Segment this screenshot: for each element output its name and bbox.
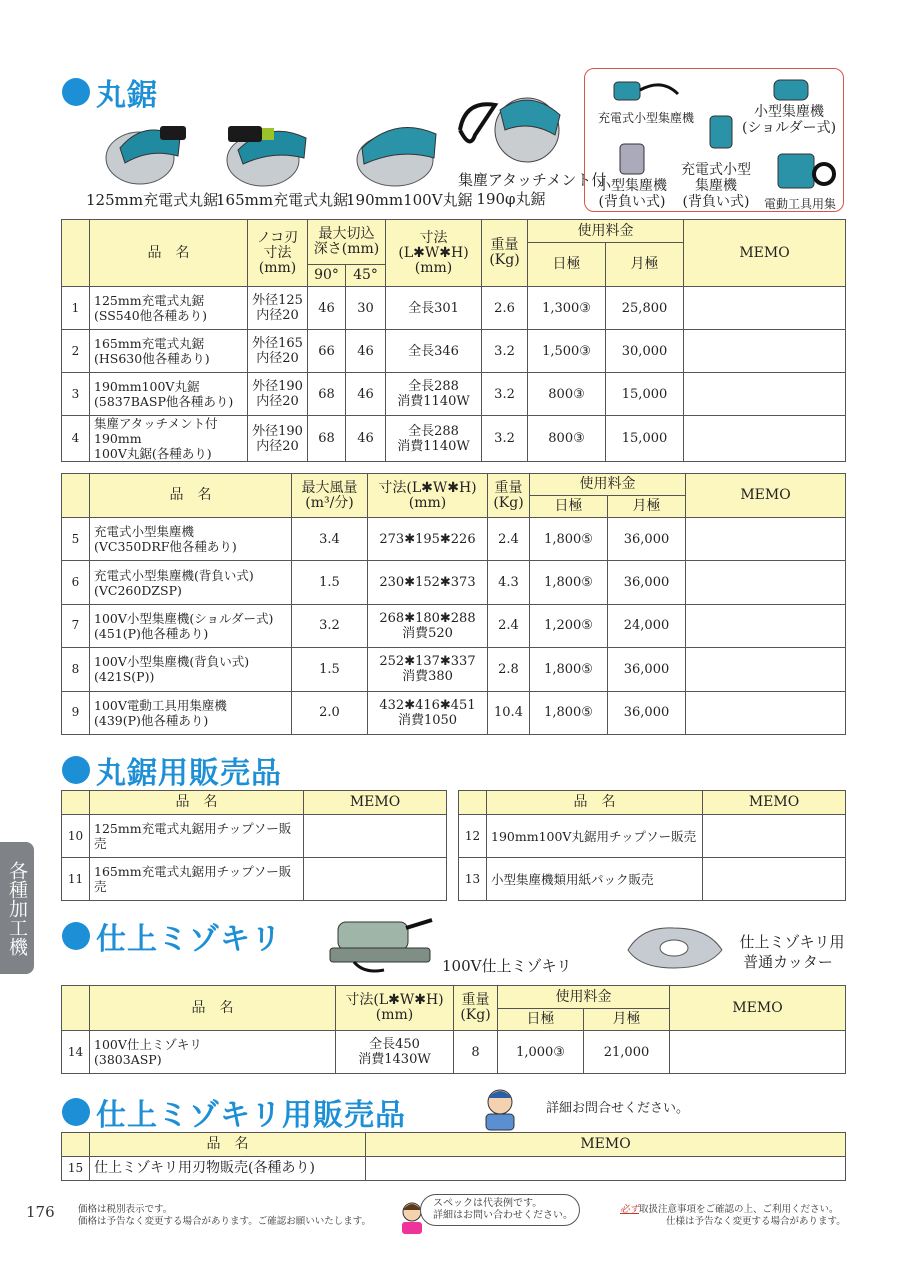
caption-power-tool-dust-collector: 電動工具用集 <box>764 197 837 211</box>
header-name: 品 名 <box>90 791 304 815</box>
table-row <box>62 416 846 462</box>
header-memo: MEMO <box>366 1133 846 1157</box>
header-airflow: 最大風量 (m³/分) <box>292 474 368 518</box>
dust-attachment-saw-image <box>455 90 565 170</box>
table-row <box>62 287 846 330</box>
row-depth-90: 68 <box>308 373 346 416</box>
row-no: 8 <box>62 648 90 691</box>
row-name: 充電式小型集塵機(背負い式) (VC260DZSP) <box>90 561 292 604</box>
row-day-fee: 1,500③ <box>528 330 606 373</box>
section-heading-grooving <box>62 914 282 958</box>
row-name: 100V仕上ミゾキリ (3803ASP) <box>90 1031 336 1074</box>
header-memo: MEMO <box>703 791 846 815</box>
row-blade: 外径190 内径20 <box>248 416 308 462</box>
row-dims: 全長346 <box>386 330 482 373</box>
saw-sales-table-right <box>458 790 846 901</box>
header-no <box>62 1133 90 1157</box>
row-name: 125mm充電式丸鋸用チップソー販売 <box>90 815 304 858</box>
row-no: 15 <box>62 1157 90 1181</box>
row-weight: 3.2 <box>482 416 528 462</box>
row-day-fee: 800③ <box>528 416 606 462</box>
row-weight: 3.2 <box>482 330 528 373</box>
row-depth-45: 46 <box>346 416 386 462</box>
header-no <box>459 791 487 815</box>
row-memo <box>703 858 846 901</box>
row-depth-90: 46 <box>308 287 346 330</box>
header-fee: 使用料金 <box>528 220 684 243</box>
header-memo: MEMO <box>684 220 846 287</box>
row-blade: 外径190 内径20 <box>248 373 308 416</box>
row-airflow: 3.2 <box>292 604 368 647</box>
table-row <box>62 858 447 901</box>
table-row <box>62 815 447 858</box>
section-heading-saw-sales <box>62 748 282 792</box>
row-weight: 8 <box>454 1031 498 1074</box>
header-month: 月極 <box>606 243 684 287</box>
row-no: 14 <box>62 1031 90 1074</box>
row-memo <box>686 561 846 604</box>
row-dims: 432✱416✱451 消費1050 <box>368 691 488 734</box>
header-no <box>62 791 90 815</box>
backpack-dust-collector-image <box>612 142 652 178</box>
caption-grooving-cutter-1: 仕上ミゾキリ用 <box>739 933 845 951</box>
row-day-fee: 1,200⑤ <box>530 604 608 647</box>
row-dims: 273✱195✱226 <box>368 518 488 561</box>
section-title: 仕上ミゾキリ用販売品 <box>96 1098 406 1133</box>
row-day-fee: 1,800⑤ <box>530 518 608 561</box>
table-row <box>62 648 846 691</box>
header-day: 日極 <box>528 243 606 287</box>
footer-right-emphasis: 必ず <box>620 1204 640 1215</box>
page-number: 176 <box>26 1203 55 1221</box>
header-weight: 重量 (Kg) <box>454 986 498 1031</box>
footer-right-line1 <box>620 1204 839 1216</box>
caption-cordless-saw-165: 165mm充電式丸鋸 <box>216 191 349 209</box>
row-memo <box>304 815 447 858</box>
row-dims: 全長301 <box>386 287 482 330</box>
cordless-saw-125-image <box>100 108 192 190</box>
table-row <box>459 815 846 858</box>
bullet-dot <box>62 1098 90 1126</box>
row-name: 集塵アタッチメント付190mm 100V丸鋸(各種あり) <box>90 416 248 462</box>
caption-grooving-cutter-2: 普通カッター <box>743 953 833 971</box>
header-month: 月極 <box>584 1009 670 1031</box>
caption-cordless-saw-125: 125mm充電式丸鋸 <box>86 191 219 209</box>
caption-backpack-dust-collector-2: (背負い式) <box>598 194 666 210</box>
row-memo <box>686 604 846 647</box>
header-no <box>62 474 90 518</box>
table-row <box>62 1157 846 1181</box>
caption-shoulder-dust-collector-1: 小型集塵機 <box>754 104 824 120</box>
row-weight: 2.4 <box>488 518 530 561</box>
table-row <box>62 561 846 604</box>
row-memo <box>686 691 846 734</box>
cordless-backpack-dust-collector-image <box>700 112 740 152</box>
section-title: 丸鋸 <box>96 78 158 113</box>
table-row <box>62 604 846 647</box>
header-name: 品 名 <box>90 986 336 1031</box>
header-blade: ノコ刃 寸法(mm) <box>248 220 308 287</box>
row-memo <box>670 1031 846 1074</box>
row-weight: 10.4 <box>488 691 530 734</box>
row-month-fee: 21,000 <box>584 1031 670 1074</box>
caption-cordless-dust-collector: 充電式小型集塵機 <box>598 111 695 125</box>
saw-rental-table <box>61 219 846 462</box>
speech-bubble <box>420 1194 580 1226</box>
row-no: 11 <box>62 858 90 901</box>
row-name: 100V小型集塵機(背負い式) (421S(P)) <box>90 648 292 691</box>
header-no <box>62 220 90 287</box>
header-memo: MEMO <box>670 986 846 1031</box>
row-no: 12 <box>459 815 487 858</box>
header-month: 月極 <box>608 496 686 518</box>
row-memo <box>686 518 846 561</box>
saw-190-image <box>350 108 440 190</box>
row-day-fee: 1,300③ <box>528 287 606 330</box>
row-depth-90: 66 <box>308 330 346 373</box>
header-weight: 重量 (Kg) <box>488 474 530 518</box>
row-month-fee: 36,000 <box>608 691 686 734</box>
row-name: 190mm100V丸鋸用チップソー販売 <box>487 815 703 858</box>
row-depth-45: 46 <box>346 373 386 416</box>
caption-cordless-backpack-1: 充電式小型 <box>681 162 751 178</box>
row-memo <box>684 416 846 462</box>
row-day-fee: 1,800⑤ <box>530 561 608 604</box>
grooving-machine-image <box>324 910 438 976</box>
footer-right-line2: 仕様は予告なく変更する場合があります。 <box>666 1216 846 1227</box>
section-title: 丸鋸用販売品 <box>96 756 282 791</box>
row-name: 165mm充電式丸鋸用チップソー販売 <box>90 858 304 901</box>
row-no: 5 <box>62 518 90 561</box>
row-memo <box>684 330 846 373</box>
row-name: 100V小型集塵機(ショルダー式) (451(P)他各種あり) <box>90 604 292 647</box>
row-blade: 外径165 内径20 <box>248 330 308 373</box>
row-depth-90: 68 <box>308 416 346 462</box>
row-name: 125mm充電式丸鋸 (SS540他各種あり) <box>90 287 248 330</box>
row-dims: 全長288 消費1140W <box>386 416 482 462</box>
row-month-fee: 36,000 <box>608 561 686 604</box>
row-dims: 全長450 消費1430W <box>336 1031 454 1074</box>
header-weight: 重量 (Kg) <box>482 220 528 287</box>
header-memo: MEMO <box>686 474 846 518</box>
table-row <box>62 330 846 373</box>
header-no <box>62 986 90 1031</box>
header-name: 品 名 <box>487 791 703 815</box>
table-row <box>62 691 846 734</box>
bullet-dot <box>62 756 90 784</box>
header-name: 品 名 <box>90 220 248 287</box>
caption-dust-attachment-line1: 集塵アタッチメント付 <box>458 171 607 189</box>
row-dims: 268✱180✱288 消費520 <box>368 604 488 647</box>
caption-shoulder-dust-collector-2: (ショルダー式) <box>742 120 837 136</box>
row-weight: 2.6 <box>482 287 528 330</box>
bubble-line2: 詳細はお問い合わせください。 <box>433 1210 573 1221</box>
caption-cordless-backpack-2: 集塵機 <box>695 178 737 194</box>
row-memo <box>686 648 846 691</box>
row-day-fee: 1,800⑤ <box>530 648 608 691</box>
header-day: 日極 <box>498 1009 584 1031</box>
section-title: 仕上ミゾキリ <box>96 922 282 957</box>
grooving-rental-table <box>61 985 846 1074</box>
table-row <box>459 858 846 901</box>
row-no: 3 <box>62 373 90 416</box>
row-dims: 252✱137✱337 消費380 <box>368 648 488 691</box>
row-dims: 230✱152✱373 <box>368 561 488 604</box>
row-depth-45: 46 <box>346 330 386 373</box>
section-heading-grooving-sales <box>62 1090 406 1134</box>
grooving-cutter-image <box>622 920 726 974</box>
row-month-fee: 15,000 <box>606 373 684 416</box>
cordless-dust-collector-image <box>612 74 682 110</box>
row-weight: 4.3 <box>488 561 530 604</box>
caption-backpack-dust-collector-1: 小型集塵機 <box>597 178 667 194</box>
caption-dust-attachment-line2: 190φ丸鋸 <box>476 190 546 208</box>
row-name: 165mm充電式丸鋸 (HS630他各種あり) <box>90 330 248 373</box>
header-90deg: 90° <box>308 265 346 287</box>
row-blade: 外径125 内径20 <box>248 287 308 330</box>
row-day-fee: 1,800⑤ <box>530 691 608 734</box>
row-memo <box>703 815 846 858</box>
row-airflow: 1.5 <box>292 648 368 691</box>
row-weight: 2.8 <box>488 648 530 691</box>
footer-right-text1: 取扱注意事項をご確認の上、ご利用ください。 <box>639 1204 839 1215</box>
header-dims: 寸法(L✱W✱H) (mm) <box>386 220 482 287</box>
power-tool-dust-collector-image <box>774 150 836 192</box>
row-no: 1 <box>62 287 90 330</box>
row-day-fee: 800③ <box>528 373 606 416</box>
row-month-fee: 24,000 <box>608 604 686 647</box>
caption-grooving-machine: 100V仕上ミゾキリ <box>442 957 572 975</box>
row-month-fee: 25,800 <box>606 287 684 330</box>
row-name: 100V電動工具用集塵機 (439(P)他各種あり) <box>90 691 292 734</box>
row-memo <box>366 1157 846 1181</box>
header-depth: 最大切込 深さ(mm) <box>308 220 386 265</box>
row-memo <box>684 287 846 330</box>
row-no: 4 <box>62 416 90 462</box>
row-airflow: 3.4 <box>292 518 368 561</box>
row-month-fee: 30,000 <box>606 330 684 373</box>
header-fee: 使用料金 <box>498 986 670 1009</box>
row-name: 仕上ミゾキリ用刃物販売(各種あり) <box>90 1157 366 1181</box>
bullet-dot <box>62 922 90 950</box>
staff-mascot-icon <box>478 1086 522 1132</box>
table-row <box>62 373 846 416</box>
header-fee: 使用料金 <box>530 474 686 496</box>
row-no: 10 <box>62 815 90 858</box>
bubble-line1: スペックは代表例です。 <box>433 1198 543 1209</box>
row-weight: 2.4 <box>488 604 530 647</box>
header-name: 品 名 <box>90 474 292 518</box>
row-no: 2 <box>62 330 90 373</box>
row-no: 7 <box>62 604 90 647</box>
header-memo: MEMO <box>304 791 447 815</box>
header-day: 日極 <box>530 496 608 518</box>
row-no: 13 <box>459 858 487 901</box>
saw-sales-table-left <box>61 790 447 901</box>
row-name: 190mm100V丸鋸 (5837BASP他各種あり) <box>90 373 248 416</box>
table-row <box>62 518 846 561</box>
header-dims: 寸法(L✱W✱H) (mm) <box>336 986 454 1031</box>
row-memo <box>684 373 846 416</box>
table-row <box>62 1031 846 1074</box>
contact-note: 詳細お問合せください。 <box>546 1101 690 1116</box>
shoulder-dust-collector-image <box>770 72 814 106</box>
row-weight: 3.2 <box>482 373 528 416</box>
cordless-saw-165-image <box>218 108 318 190</box>
header-45deg: 45° <box>346 265 386 287</box>
row-airflow: 2.0 <box>292 691 368 734</box>
row-dims: 全長288 消費1140W <box>386 373 482 416</box>
dust-collector-rental-table <box>61 473 846 735</box>
row-month-fee: 15,000 <box>606 416 684 462</box>
grooving-sales-table <box>61 1132 846 1181</box>
row-depth-45: 30 <box>346 287 386 330</box>
row-no: 6 <box>62 561 90 604</box>
header-dims: 寸法(L✱W✱H) (mm) <box>368 474 488 518</box>
caption-saw-190: 190mm100V丸鋸 <box>346 191 473 209</box>
footer-left-line1: 価格は税別表示です。 <box>78 1204 173 1215</box>
row-airflow: 1.5 <box>292 561 368 604</box>
bullet-dot <box>62 78 90 106</box>
row-memo <box>304 858 447 901</box>
row-name: 充電式小型集塵機 (VC350DRF他各種あり) <box>90 518 292 561</box>
side-tab-category[interactable]: 各種加工機 <box>0 842 34 974</box>
row-no: 9 <box>62 691 90 734</box>
caption-cordless-backpack-3: (背負い式) <box>682 194 750 210</box>
footer-left-line2: 価格は予告なく変更する場合があります。ご確認お願いいたします。 <box>78 1216 371 1227</box>
row-month-fee: 36,000 <box>608 648 686 691</box>
row-month-fee: 36,000 <box>608 518 686 561</box>
row-day-fee: 1,000③ <box>498 1031 584 1074</box>
header-name: 品 名 <box>90 1133 366 1157</box>
row-name: 小型集塵機類用紙パック販売 <box>487 858 703 901</box>
